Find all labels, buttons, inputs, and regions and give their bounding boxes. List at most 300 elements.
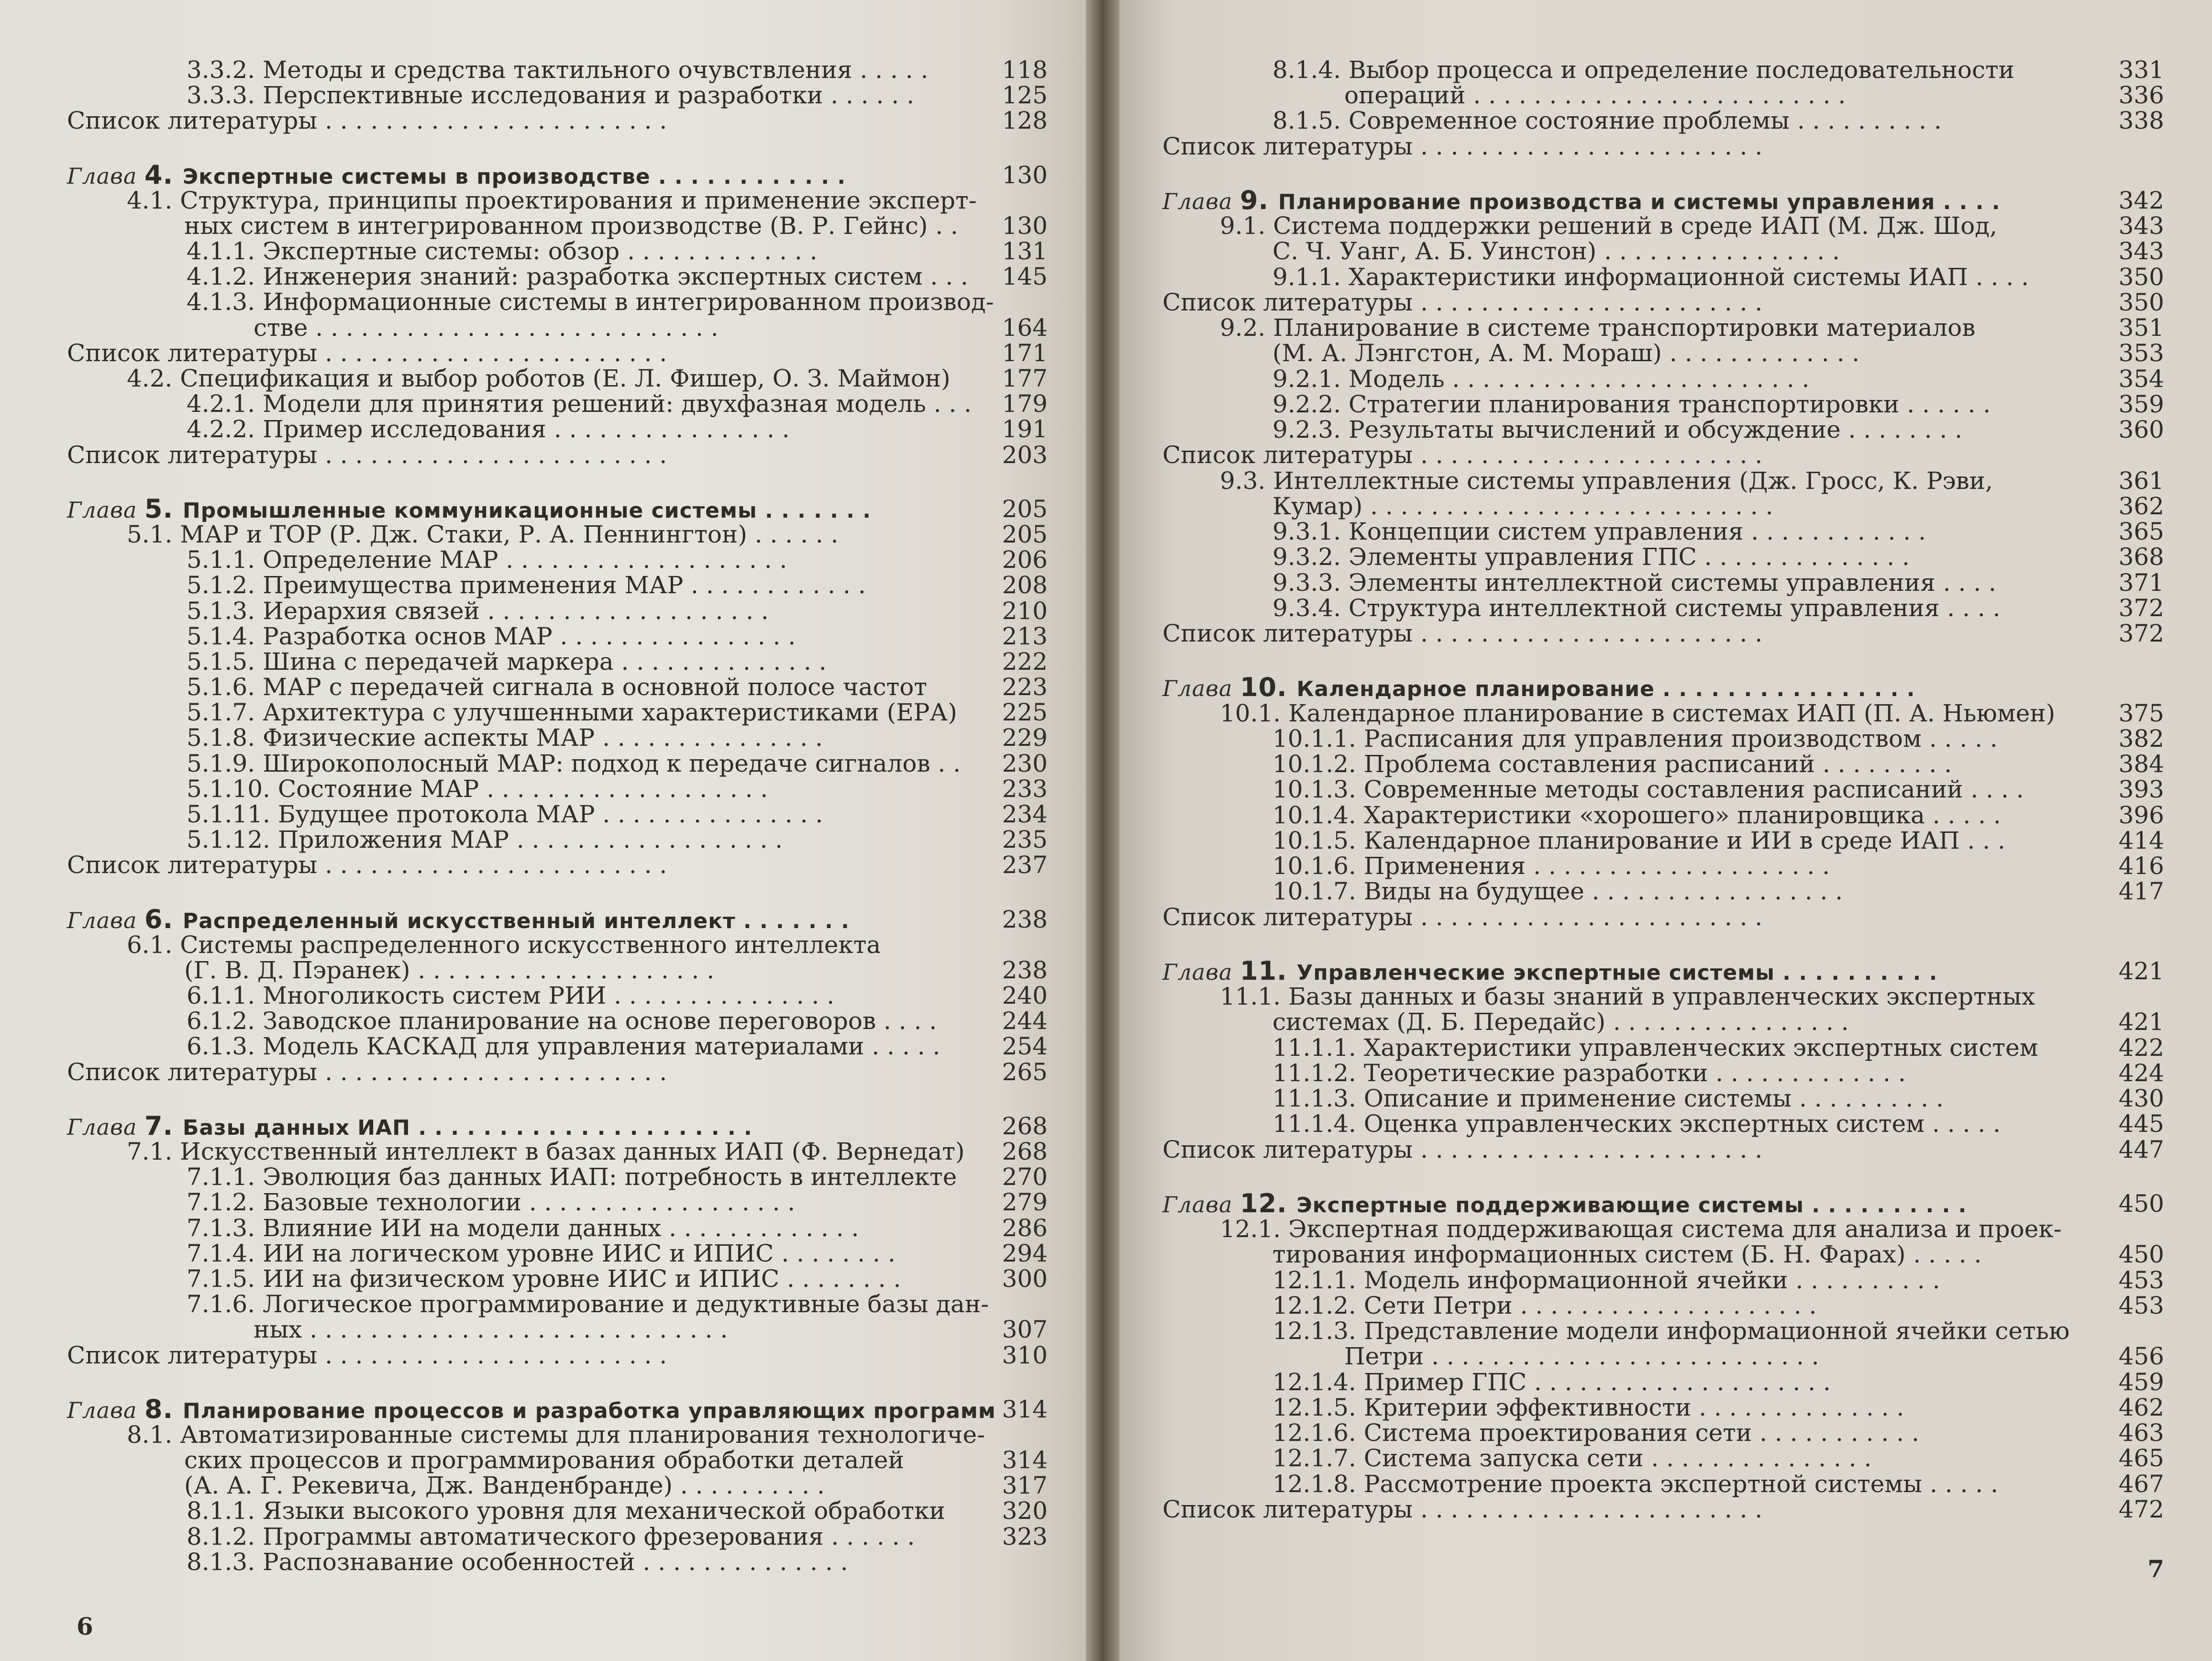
toc-entry-title: системах (Д. Б. Передайс) . . . . . . . . . . . . . . . . (1272, 1008, 1849, 1036)
toc-entry-title: 4.1.1. Экспертные системы: обзор . . . . . . . . . . . . . (187, 237, 818, 265)
toc-page-number: 416 (2118, 852, 2164, 880)
chapter-number: 5. (144, 494, 183, 524)
toc-entry (0, 1447, 1086, 1473)
toc-entry (0, 1421, 1086, 1448)
toc-page-number: 456 (2118, 1342, 2164, 1370)
toc-entry (1119, 1292, 2212, 1319)
toc-page-number: 223 (1002, 673, 1048, 701)
toc-page-number: 462 (2118, 1394, 2164, 1421)
toc-entry (1119, 1060, 2212, 1086)
toc-page-number: 265 (1002, 1058, 1048, 1086)
toc-entry (1119, 391, 2212, 418)
toc-page-number: 354 (2118, 365, 2164, 393)
toc-page-number: 459 (2118, 1368, 2164, 1396)
toc-entry-title: 8.1.5. Современное состояние проблемы . . . . . . . . . . (1272, 107, 1942, 134)
toc-entry-title: 10.1.3. Современные методы составления расписаний . . . . (1272, 775, 2024, 803)
toc-references (0, 1059, 1086, 1085)
toc-entry (0, 775, 1086, 802)
toc-entry-title: 5.1.6. МАР с передачей сигнала в основной полосе частот (187, 673, 928, 701)
toc-entry (0, 623, 1086, 650)
toc-entry-title: 9.3.1. Концепции систем управления . . . . . . . . . . . . (1272, 518, 1926, 545)
toc-entry-title: 5.1.10. Состояние МАР . . . . . . . . . . . . . . . . . . . (187, 775, 768, 803)
toc-entry-title: 12.1.2. Сети Петри . . . . . . . . . . . . . . . . . . . . (1272, 1292, 1817, 1319)
right-page-number: 7 (2147, 1555, 2164, 1583)
toc-page-number: 205 (1002, 520, 1048, 548)
chapter-number: 11. (1240, 956, 1297, 986)
toc-chapter (0, 1113, 1086, 1140)
toc-entry-title: 6.1. Системы распределенного искусственного интеллекта (127, 931, 881, 959)
toc-entry-title (1162, 187, 2000, 216)
toc-entry-title: 9.3. Интеллектные системы управления (Дж. Гросс, К. Рэви, (1220, 467, 1993, 495)
toc-page-number: 453 (2118, 1266, 2164, 1294)
toc-entry-title: Список литературы . . . . . . . . . . . . . . . . . . . . . . . (67, 107, 667, 134)
toc-page-number: 465 (2118, 1444, 2164, 1472)
toc-page-number: 393 (2118, 775, 2164, 803)
toc-entry-title: 6.1.3. Модель КАСКАД для управления материалами . . . . . (187, 1032, 940, 1060)
toc-entry-title: 11.1. Базы данных и базы знаний в управленческих экспертных (1220, 983, 2035, 1010)
toc-entry-title: 5.1.8. Физические аспекты МАР . . . . . . . . . . . . . . . (187, 724, 823, 752)
toc-entry-title: 7.1.5. ИИ на физическом уровне ИИС и ИПИС . . . . . . . . (187, 1265, 901, 1293)
book-gutter (1086, 0, 1119, 1661)
toc-entry-title: 5.1. МАР и ТОР (Р. Дж. Стаки, Р. А. Пеннингтон) . . . . . . (127, 520, 839, 548)
toc-page-number: 336 (2118, 81, 2164, 109)
toc-entry-title: 10.1. Календарное планирование в системах ИАП (П. А. Ньюмен) (1220, 699, 2056, 727)
chapter-number: 8. (144, 1394, 183, 1424)
chapter-title: Экспертные поддерживающие системы . . . . . . . . . . (1296, 1193, 1967, 1218)
toc-entry-title: (А. А. Г. Рекевича, Дж. Ванденбранде) . . . . . . . . . . (184, 1472, 825, 1499)
chapter-number: 6. (144, 904, 183, 934)
toc-entry (0, 390, 1086, 417)
toc-entry (0, 1316, 1086, 1343)
toc-entry-title: 12.1.7. Система запуска сети . . . . . . . . . . . . . . . (1272, 1444, 1872, 1472)
toc-page-number: 164 (1002, 314, 1048, 342)
chapter-title: Календарное планирование . . . . . . . . . . . . . . . . (1296, 677, 1915, 701)
toc-entry-title: тирования информационных систем (Б. Н. Фарах) . . . . . (1272, 1240, 1982, 1268)
toc-page-number: 351 (2118, 314, 2164, 342)
chapter-prefix: Глава (1162, 675, 1240, 701)
toc-references (1119, 620, 2212, 647)
toc-entry (0, 365, 1086, 392)
toc-entry (0, 1215, 1086, 1241)
chapter-number: 9. (1240, 185, 1278, 215)
toc-page-number: 213 (1002, 622, 1048, 650)
toc-entry (1119, 878, 2212, 905)
toc-page-number: 206 (1002, 546, 1048, 574)
toc-entry-title: 9.1. Система поддержки решений в среде ИАП (М. Дж. Шод, (1220, 212, 1997, 240)
toc-entry-title: Список литературы . . . . . . . . . . . . . . . . . . . . . . . (1162, 1495, 1763, 1523)
toc-entry-title: 7.1.3. Влияние ИИ на модели данных . . . . . . . . . . . . . (187, 1214, 859, 1242)
toc-entry (1119, 1241, 2212, 1268)
toc-entry (1119, 595, 2212, 621)
toc-page-number: 254 (1002, 1032, 1048, 1060)
toc-entry-title: Список литературы . . . . . . . . . . . . . . . . . . . . . . . (67, 1058, 667, 1086)
toc-page-number: 331 (2118, 56, 2164, 84)
toc-entry (0, 1291, 1086, 1318)
toc-entry-title: 9.3.4. Структура интеллектной системы управления . . . . (1272, 594, 2001, 622)
chapter-number: 7. (144, 1111, 183, 1141)
toc-page-number: 350 (2118, 263, 2164, 291)
toc-entry-title: 7.1.6. Логическое программирование и дедуктивные базы дан- (187, 1290, 989, 1318)
toc-entry-title: 4.2.1. Модели для принятия решений: двухфазная модель . . . (187, 390, 972, 418)
toc-references (0, 1342, 1086, 1369)
toc-page-number: 191 (1002, 415, 1048, 443)
toc-page-number: 210 (1002, 597, 1048, 625)
toc-entry (0, 1163, 1086, 1190)
toc-page-number: 145 (1002, 263, 1048, 290)
toc-entry (0, 1523, 1086, 1550)
toc-entry-title: 12.1.5. Критерии эффективности . . . . . . . . . . . . . . (1272, 1394, 1904, 1421)
toc-page-number: 279 (1002, 1188, 1048, 1216)
toc-entry-title: 5.1.5. Шина с передачей маркера . . . . . . . . . . . . . . (187, 648, 827, 675)
toc-page-number: 359 (2118, 390, 2164, 418)
toc-page-number: 424 (2118, 1059, 2164, 1087)
toc-entry-title: 9.3.2. Элементы управления ГПС . . . . . . . . . . . . . . (1272, 543, 1910, 571)
chapter-number: 10. (1240, 672, 1297, 702)
toc-entry (1119, 1394, 2212, 1421)
toc-page-number: 240 (1002, 982, 1048, 1009)
toc-entry (1119, 518, 2212, 545)
toc-page-number: 314 (1002, 1395, 1048, 1423)
toc-entry-title: 9.2.2. Стратегии планирования транспортировки . . . . . . (1272, 390, 1991, 418)
toc-entry (0, 56, 1086, 83)
toc-entry-title: 7.1.2. Базовые технологии . . . . . . . . . . . . . . . . . . (187, 1188, 796, 1216)
toc-entry-title: Список литературы . . . . . . . . . . . . . . . . . . . . . . . (67, 339, 667, 367)
toc-references (1119, 289, 2212, 316)
toc-page-number: 463 (2118, 1419, 2164, 1447)
toc-entry (1119, 776, 2212, 803)
toc-entry (1119, 1445, 2212, 1472)
toc-entry (0, 982, 1086, 1009)
toc-entry (0, 699, 1086, 726)
toc-entry (0, 674, 1086, 700)
toc-entry-title: 11.1.3. Описание и применение системы . . . . . . . . . . (1272, 1085, 1944, 1112)
chapter-prefix: Глава (67, 497, 144, 523)
toc-page-number: 371 (2118, 569, 2164, 597)
toc-page-number: 130 (1002, 161, 1048, 189)
toc-page-number: 225 (1002, 698, 1048, 726)
toc-entry-title: 12.1.1. Модель информационной ячейки . . . . . . . . . . (1272, 1266, 1940, 1294)
toc-entry (0, 82, 1086, 109)
right-toc-list (1119, 0, 2212, 1661)
toc-entry (0, 826, 1086, 853)
toc-page-number: 268 (1002, 1112, 1048, 1140)
toc-page-number: 177 (1002, 365, 1048, 392)
toc-entry-title: 8.1.4. Выбор процесса и определение последовательности (1272, 56, 2014, 84)
toc-entry-title (67, 906, 850, 935)
toc-entry-title: 10.1.7. Виды на будущее . . . . . . . . . . . . . . . . . (1272, 877, 1843, 905)
toc-page-number: 300 (1002, 1265, 1048, 1293)
toc-page-number: 421 (2118, 957, 2164, 985)
toc-page-number: 450 (2118, 1240, 2164, 1268)
toc-entry (1119, 212, 2212, 239)
toc-page-number: 130 (1002, 212, 1048, 240)
toc-entry-title: 8.1.1. Языки высокого уровня для механической обработки (187, 1497, 945, 1525)
toc-entry (1119, 365, 2212, 392)
toc-page-number: 222 (1002, 648, 1048, 675)
toc-entry (0, 931, 1086, 958)
toc-entry-title: 5.1.1. Определение МАР . . . . . . . . . . . . . . . . . . . (187, 546, 787, 574)
toc-page-number: 294 (1002, 1240, 1048, 1267)
toc-page-number: 362 (2118, 492, 2164, 520)
toc-page-number: 353 (2118, 339, 2164, 367)
toc-entry-title: 5.1.12. Приложения МАР . . . . . . . . . . . . . . . . . . (187, 826, 783, 853)
toc-references (0, 107, 1086, 134)
toc-entry-title: 11.1.2. Теоретические разработки . . . . . . . . . . . . . (1272, 1059, 1906, 1087)
toc-entry-title: ных систем в интегрированном производстве (В. Р. Гейнс) . . (184, 212, 958, 240)
toc-entry (0, 288, 1086, 315)
toc-entry (1119, 314, 2212, 341)
toc-entry (0, 187, 1086, 214)
toc-page-number: 234 (1002, 800, 1048, 828)
toc-entry-title: Кумар) . . . . . . . . . . . . . . . . . . . . . . . . . . . (1272, 492, 1773, 520)
toc-entry (1119, 1085, 2212, 1112)
toc-page-number: 314 (1002, 1446, 1048, 1474)
toc-entry-title: 5.1.2. Преимущества применения МАР . . . . . . . . . . . . (187, 571, 866, 599)
toc-entry-title: 9.2.3. Результаты вычислений и обсуждение . . . . . . . . (1272, 416, 1963, 443)
right-page (1119, 0, 2212, 1661)
toc-entry-title: 4.2. Спецификация и выбор роботов (Е. Л. Фишер, О. З. Маймон) (127, 365, 951, 392)
toc-references (0, 340, 1086, 366)
toc-page-number: 317 (1002, 1472, 1048, 1499)
toc-entry-title (67, 496, 871, 524)
toc-entry (1119, 1318, 2212, 1344)
toc-entry-title: Петри . . . . . . . . . . . . . . . . . . . . . . . . . . (1344, 1342, 1819, 1370)
toc-page-number: 382 (2118, 725, 2164, 753)
toc-entry-title: 5.1.3. Иерархия связей . . . . . . . . . . . . . . . . . . . (187, 597, 769, 625)
toc-page-number: 467 (2118, 1470, 2164, 1498)
toc-entry (0, 1033, 1086, 1060)
toc-entry (1119, 1267, 2212, 1294)
toc-chapter (1119, 1190, 2212, 1217)
toc-references (1119, 442, 2212, 468)
toc-entry (0, 1240, 1086, 1267)
toc-entry (0, 546, 1086, 573)
toc-entry-title: Список литературы . . . . . . . . . . . . . . . . . . . . . . . (1162, 903, 1763, 931)
toc-page-number: 360 (2118, 416, 2164, 443)
toc-entry-title: Список литературы . . . . . . . . . . . . . . . . . . . . . . . (1162, 620, 1763, 647)
toc-entry (0, 1497, 1086, 1524)
toc-page-number: 414 (2118, 827, 2164, 854)
toc-entry-title: операций . . . . . . . . . . . . . . . . . . . . . . . . . (1344, 81, 1846, 109)
toc-entry-title: 9.1.1. Характеристики информационной системы ИАП . . . . (1272, 263, 2029, 291)
toc-entry-title: 12.1.8. Рассмотрение проекта экспертной системы . . . . . (1272, 1470, 1998, 1498)
toc-entry-title: 4.1. Структура, принципы проектирования и применение эксперт- (127, 187, 977, 214)
toc-page-number: 447 (2118, 1136, 2164, 1163)
toc-entry-title: 12.1.3. Представление модели информационной ячейки сетью (1272, 1317, 2070, 1345)
chapter-title: Промышленные коммуникационные системы . . . . . . . (182, 498, 871, 523)
chapter-title: Экспертные системы в производстве . . . . . . . . . . . . (182, 165, 846, 189)
toc-entry-title (67, 1113, 752, 1141)
toc-references (1119, 133, 2212, 160)
toc-entry-title: 7.1.4. ИИ на логическом уровне ИИС и ИПИС . . . . . . . . (187, 1240, 896, 1267)
toc-chapter (1119, 187, 2212, 214)
toc-entry-title: 10.1.2. Проблема составления расписаний . . . . . . . . . (1272, 750, 1952, 778)
chapter-prefix: Глава (67, 1114, 144, 1140)
toc-entry-title (67, 162, 846, 190)
toc-entry (1119, 1216, 2212, 1242)
toc-page-number: 320 (1002, 1497, 1048, 1525)
toc-entry-title: Список литературы . . . . . . . . . . . . . . . . . . . . . . . (1162, 1136, 1763, 1163)
toc-entry (1119, 56, 2212, 83)
toc-entry (1119, 467, 2212, 494)
toc-references (1119, 904, 2212, 930)
toc-entry-title: 3.3.3. Перспективные исследования и разработки . . . . . . (187, 81, 915, 109)
toc-entry (0, 1138, 1086, 1165)
chapter-prefix: Глава (67, 908, 144, 933)
toc-entry (0, 572, 1086, 598)
toc-entry-title: 12.1.6. Система проектирования сети . . . . . . . . . . . (1272, 1419, 1919, 1447)
toc-entry-title: 9.2. Планирование в системе транспортировки материалов (1220, 314, 1976, 342)
toc-entry (1119, 1034, 2212, 1061)
toc-page-number: 268 (1002, 1138, 1048, 1165)
toc-entry (1119, 1110, 2212, 1137)
toc-references (0, 852, 1086, 878)
toc-page-number: 286 (1002, 1214, 1048, 1242)
left-toc-list (0, 0, 1086, 1661)
toc-entry-title: 11.1.1. Характеристики управленческих экспертных систем (1272, 1034, 2038, 1062)
toc-entry-title: 8.1.3. Распознавание особенностей . . . . . . . . . . . . . . (187, 1548, 848, 1576)
toc-page-number: 237 (1002, 851, 1048, 879)
chapter-title: Планирование производства и системы управления . . . . (1278, 190, 2001, 214)
toc-page-number: 118 (1002, 56, 1048, 84)
toc-page-number: 422 (2118, 1034, 2164, 1062)
toc-entry-title: 8.1.2. Программы автоматического фрезерования . . . . . . (187, 1523, 915, 1550)
toc-chapter (0, 162, 1086, 188)
toc-entry (0, 1265, 1086, 1292)
toc-page-number: 238 (1002, 906, 1048, 933)
toc-entry-title: Список литературы . . . . . . . . . . . . . . . . . . . . . . . (1162, 133, 1763, 160)
toc-page-number: 128 (1002, 107, 1048, 134)
toc-page-number: 445 (2118, 1110, 2164, 1138)
toc-entry-title: (М. А. Лэнгстон, А. М. Мораш) . . . . . . . . . . . . . (1272, 339, 1860, 367)
toc-page-number: 417 (2118, 877, 2164, 905)
toc-entry (0, 314, 1086, 341)
chapter-prefix: Глава (1162, 1192, 1240, 1218)
chapter-title: Базы данных ИАП . . . . . . . . . . . . . . . . . . . . . (182, 1116, 752, 1140)
toc-entry (1119, 569, 2212, 596)
toc-entry (1119, 853, 2212, 879)
toc-entry (1119, 1008, 2212, 1035)
toc-entry (1119, 1343, 2212, 1370)
toc-entry (0, 263, 1086, 290)
toc-chapter (0, 906, 1086, 933)
toc-page-number: 179 (1002, 390, 1048, 418)
toc-entry (0, 212, 1086, 239)
toc-page-number: 270 (1002, 1163, 1048, 1191)
toc-entry (0, 1549, 1086, 1575)
toc-entry (1119, 725, 2212, 752)
toc-entry-title: 11.1.4. Оценка управленческих экспертных систем . . . . . (1272, 1110, 2001, 1138)
toc-entry (0, 521, 1086, 548)
chapter-number: 12. (1240, 1188, 1297, 1218)
toc-entry (1119, 107, 2212, 134)
toc-page-number: 171 (1002, 339, 1048, 367)
toc-entry-title: 8.1. Автоматизированные системы для планирования технологиче- (127, 1421, 985, 1449)
toc-entry-title: Список литературы . . . . . . . . . . . . . . . . . . . . . . . (1162, 288, 1763, 316)
toc-page-number: 453 (2118, 1292, 2164, 1319)
toc-chapter (0, 496, 1086, 522)
toc-entry (0, 1008, 1086, 1034)
toc-references (1119, 1496, 2212, 1523)
chapter-title: Управленческие экспертные системы . . . . . . . . . . (1296, 961, 1938, 985)
toc-entry-title: 6.1.1. Многоликость систем РИИ . . . . . . . . . . . . . . . (187, 982, 835, 1009)
toc-entry (1119, 238, 2212, 265)
toc-entry-title: 5.1.9. Широкополосный МАР: подход к передаче сигналов . . (187, 750, 961, 777)
toc-page-number: 235 (1002, 826, 1048, 853)
toc-entry (1119, 82, 2212, 109)
toc-entry-title: Список литературы . . . . . . . . . . . . . . . . . . . . . . . (67, 1341, 667, 1369)
toc-entry (1119, 1471, 2212, 1497)
toc-entry (1119, 1369, 2212, 1395)
toc-entry-title: стве . . . . . . . . . . . . . . . . . . . . . . . . . . . (254, 314, 719, 342)
left-page-number: 6 (77, 1612, 93, 1640)
toc-entry-title: 9.3.3. Элементы интеллектной системы управления . . . . (1272, 569, 1996, 597)
toc-entry (0, 801, 1086, 828)
toc-entry (1119, 751, 2212, 777)
toc-entry-title: 4.2.2. Пример исследования . . . . . . . . . . . . . . . . (187, 415, 790, 443)
toc-page-number: 238 (1002, 956, 1048, 984)
toc-page-number: 375 (2118, 699, 2164, 727)
toc-entry-title: 4.1.3. Информационные системы в интегрированном производ- (187, 288, 994, 316)
toc-entry-title: 10.1.4. Характеристики «хорошего» планировщика . . . . . (1272, 801, 2001, 829)
toc-page-number: 365 (2118, 518, 2164, 545)
toc-entry-title (1162, 958, 1937, 986)
toc-entry-title: 3.3.2. Методы и средства тактильного очувствления . . . . . (187, 56, 929, 84)
toc-page-number: 323 (1002, 1523, 1048, 1550)
toc-entry (1119, 416, 2212, 443)
toc-page-number: 125 (1002, 81, 1048, 109)
left-page (0, 0, 1086, 1661)
toc-entry-title: 10.1.5. Календарное планирование и ИИ в среде ИАП . . . (1272, 827, 2005, 854)
toc-page-number: 203 (1002, 441, 1048, 469)
chapter-title: Планирование процессов и разработка управляющих программ (182, 1399, 996, 1423)
toc-entry-title: 5.1.11. Будущее протокола МАР . . . . . . . . . . . . . . . (187, 800, 823, 828)
toc-entry (1119, 264, 2212, 290)
toc-entry-title: 5.1.4. Разработка основ МАР . . . . . . . . . . . . . . . . (187, 622, 796, 650)
toc-page-number: 343 (2118, 237, 2164, 265)
toc-entry (1119, 340, 2212, 366)
toc-entry-title: (Г. В. Д. Пэранек) . . . . . . . . . . . . . . . . . . . . (184, 956, 715, 984)
toc-entry (0, 598, 1086, 624)
toc-entry (1119, 493, 2212, 520)
toc-page-number: 368 (2118, 543, 2164, 571)
toc-entry-title: С. Ч. Уанг, А. Б. Уинстон) . . . . . . . . . . . . . . . . (1272, 237, 1840, 265)
toc-entry (0, 238, 1086, 265)
chapter-number: 4. (144, 160, 183, 190)
toc-entry (0, 724, 1086, 751)
toc-page-number: 342 (2118, 187, 2164, 214)
toc-page-number: 230 (1002, 750, 1048, 777)
toc-entry (1119, 543, 2212, 570)
toc-entry (0, 416, 1086, 443)
toc-entry-title: 4.1.2. Инженерия знаний: разработка экспертных систем . . . (187, 263, 968, 290)
toc-entry-title: Список литературы . . . . . . . . . . . . . . . . . . . . . . . (1162, 441, 1763, 469)
toc-page-number: 307 (1002, 1316, 1048, 1343)
chapter-prefix: Глава (1162, 188, 1240, 214)
toc-entry (1119, 983, 2212, 1010)
toc-entry (1119, 1419, 2212, 1446)
toc-references (0, 442, 1086, 468)
toc-page-number: 430 (2118, 1085, 2164, 1112)
toc-entry-title: 10.1.6. Применения . . . . . . . . . . . . . . . . . . . . (1272, 852, 1830, 880)
toc-entry-title: 10.1.1. Расписания для управления производством . . . . . (1272, 725, 1998, 753)
toc-entry-title: Список литературы . . . . . . . . . . . . . . . . . . . . . . . (67, 441, 667, 469)
toc-page-number: 384 (2118, 750, 2164, 778)
toc-page-number: 338 (2118, 107, 2164, 134)
toc-entry (0, 750, 1086, 777)
toc-entry-title: 12.1.4. Пример ГПС . . . . . . . . . . . . . . . . . . . . (1272, 1368, 1831, 1396)
toc-entry-title: 5.1.7. Архитектура с улучшенными характеристиками (ЕРА) (187, 698, 957, 726)
